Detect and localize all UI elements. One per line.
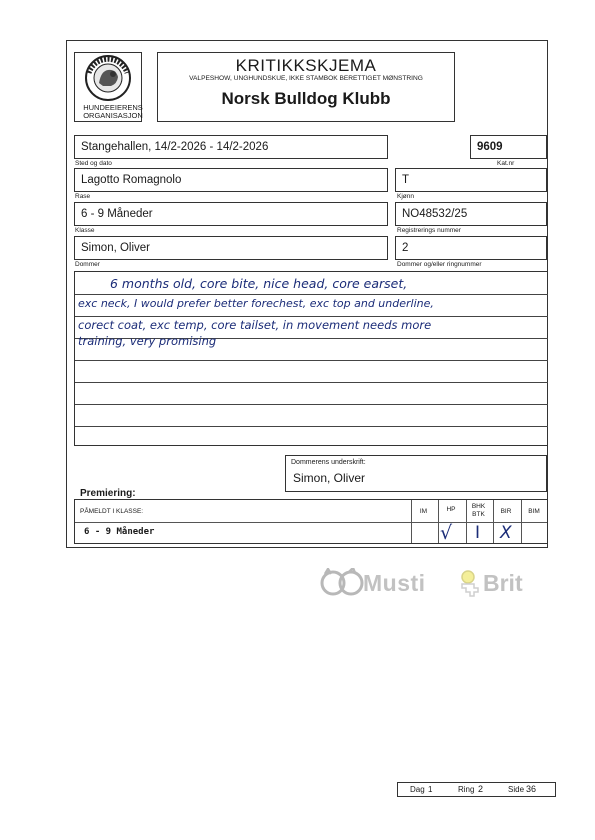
- ring-label: Ring: [458, 785, 475, 794]
- sex-label: Kjønn: [397, 193, 414, 200]
- ruled-line: [75, 404, 548, 405]
- column-divider: [493, 500, 494, 543]
- day-label: Dag: [410, 785, 425, 794]
- registration-label: Registrerings nummer: [397, 227, 461, 234]
- ring-number-field: 2: [395, 236, 547, 260]
- ring-value: 2: [478, 784, 484, 794]
- venue-date-field: Stangehallen, 14/2-2026 - 14/2-2026: [74, 135, 388, 159]
- form-title: KRITIKKSKJEMA: [235, 56, 377, 75]
- ruled-line: [75, 316, 548, 317]
- judge-label: Dommer: [75, 261, 100, 268]
- critique-line: exc neck, I would prefer better forechest, exc top and underline,: [78, 297, 434, 310]
- day-value: 1: [428, 785, 433, 794]
- catalog-number-label: Kat.nr: [497, 160, 515, 167]
- column-im: IM: [419, 508, 428, 515]
- page-value: 36: [526, 784, 537, 794]
- column-bir: BIR: [500, 508, 512, 515]
- logo-caption-line-2: ORGANISASJON: [83, 111, 143, 120]
- brit-logo-text: Brit: [483, 570, 523, 596]
- musti-logo: [320, 568, 364, 603]
- bhk-mark: I: [475, 523, 481, 543]
- catalog-number-field: 9609: [470, 135, 547, 159]
- premiering-heading: Premiering:: [80, 488, 136, 499]
- breed-field: Lagotto Romagnolo: [74, 168, 388, 192]
- column-bhk: BHK: [471, 503, 486, 510]
- column-divider: [411, 500, 412, 543]
- registration-field: NO48532/25: [395, 202, 547, 226]
- column-btk: BTK: [472, 511, 485, 518]
- column-bim: BIM: [528, 508, 540, 515]
- critique-line: corect coat, exc temp, core tailset, in movement needs more: [78, 318, 432, 332]
- breed-label: Rase: [75, 193, 91, 200]
- form-subtitle: VALPESHOW, UNGHUNDSKUE, IKKE STAMBOK BERETTIGET MØNSTRING: [189, 75, 423, 82]
- class-label: Klasse: [75, 227, 95, 234]
- ruled-line: [75, 294, 548, 295]
- critique-line: 6 months old, core bite, nice head, core earset,: [110, 276, 408, 291]
- judge-field: Simon, Oliver: [74, 236, 388, 260]
- hp-mark: √: [440, 522, 453, 544]
- logo-caption-line-1: HUNDEEIERENS: [83, 103, 143, 112]
- bir-mark: X: [500, 523, 512, 543]
- entered-class-value: 6 - 9 Måneder: [84, 527, 155, 537]
- signature-name: Simon, Oliver: [293, 471, 366, 485]
- cat-dog-icon: [320, 568, 364, 598]
- logo-caption: [82, 104, 144, 120]
- venue-date-label: Sted og dato: [75, 160, 112, 167]
- nkk-logo-icon: [75, 53, 141, 103]
- ruled-line: [75, 382, 548, 383]
- critique-line: training, very promising: [78, 334, 217, 348]
- class-field: 6 - 9 Måneder: [74, 202, 388, 226]
- column-hp: HP: [446, 506, 456, 513]
- page-footer: [397, 782, 556, 797]
- page-label: Side: [508, 785, 525, 794]
- ruled-line: [75, 426, 548, 427]
- musti-logo-text: Musti: [363, 570, 426, 596]
- club-name: Norsk Bulldog Klubb: [221, 89, 391, 108]
- brit-logo: [458, 570, 484, 603]
- ruled-line: [75, 360, 548, 361]
- column-divider: [521, 500, 522, 543]
- paw-cross-icon: [458, 570, 484, 598]
- sex-field: T: [395, 168, 547, 192]
- class-column-label: PÅMELDT I KLASSE:: [80, 508, 144, 515]
- ring-number-label: Dommer og/eller ringnummer: [397, 261, 482, 268]
- signature-label: Dommerens underskrift:: [291, 459, 366, 466]
